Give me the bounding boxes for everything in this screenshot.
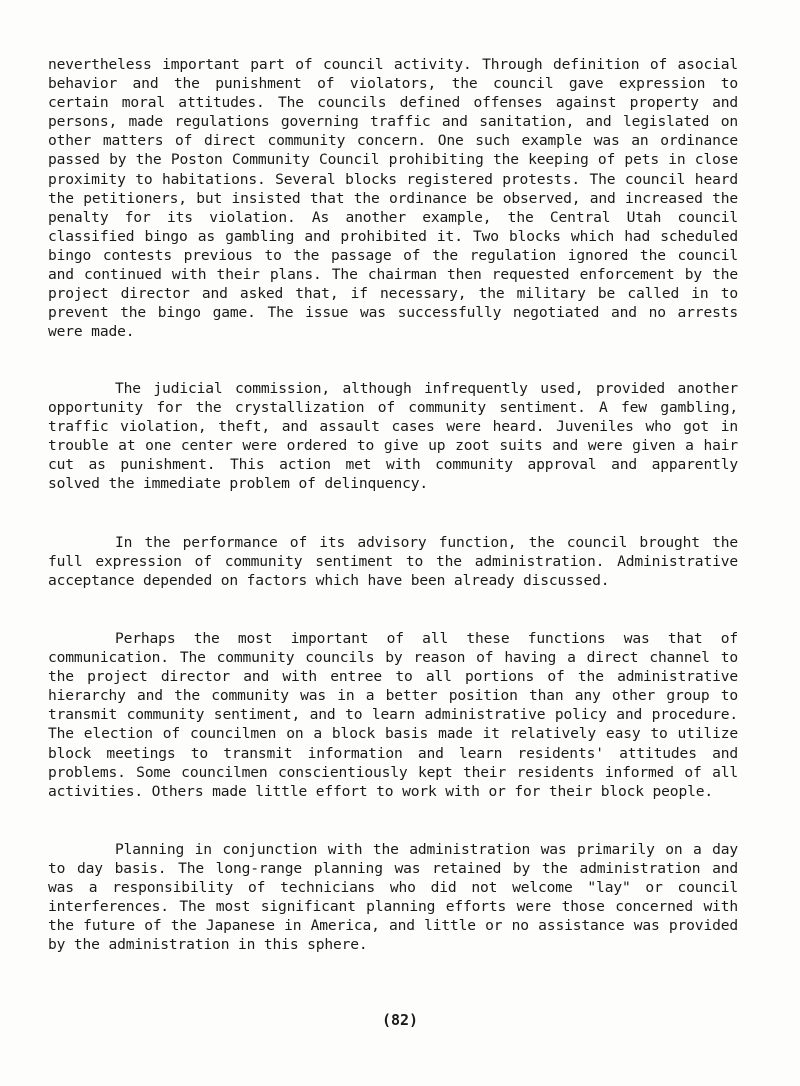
paragraph-text: Perhaps the most important of all these functions was that of communication. The community councils by reason of having a direct channel to the project director and with entree to all portions of the administrative hierarchy and the community was in a better position than any other group to transmit community sentiment, and to learn administrative policy and procedure. The election of councilmen on a block basis made it relatively easy to utilize block meetings to transmit information and learn residents' attitudes and problems. Some councilmen conscientiously kept their residents informed of all activities. Others made little effort to work with or for their block people. <box>48 630 738 800</box>
paragraph-council-activity <box>48 55 738 341</box>
paragraph-text: In the performance of its advisory function, the council brought the full expression of community sentiment to the administration. Administrative acceptance depended on factors which have been already discussed. <box>48 534 738 590</box>
paragraph-communication <box>48 629 738 801</box>
paragraph-planning <box>48 840 738 955</box>
page-number: (82) <box>381 1011 419 1029</box>
paragraph-text: nevertheless important part of council activity. Through definition of asocial behavior and the punishment of violators, the council gave expression to certain moral attitudes. The councils defined offenses against property and persons, made regulations governing traffic and sanitation, and legislated on other matters of direct community concern. One such example was an ordinance passed by the Poston Community Council prohibiting the keeping of pets in close proximity to habitations. Several blocks registered protests. The council heard the petitioners, but insisted that the ordinance be observed, and increased the penalty for its violation. As another example, the Central Utah council classified bingo as gambling and prohibited it. Two blocks which had scheduled bingo contests previous to the passage of the regulation ignored the council and continued with their plans. The chairman then requested enforcement by the project director and asked that, if necessary, the military be called in to prevent the bingo game. The issue was successfully negotiated and no arrests were made. <box>48 56 738 341</box>
paragraph-text: The judicial commission, although infrequently used, provided another opportunity for the crystallization of community sentiment. A few gambling, traffic violation, theft, and assault cases were heard. Juveniles who got in trouble at one center were ordered to give up zoot suits and were given a hair cut as punishment. This action met with community approval and apparently solved the immediate problem of delinquency. <box>48 380 738 493</box>
paragraph-text: Planning in conjunction with the administration was primarily on a day to day basis. The long-range planning was retained by the administration and was a responsibility of technicians who did not welcome "lay" or council interferences. The most significant planning efforts were those concerned with the future of the Japanese in America, and little or no assistance was provided by the administration in this sphere. <box>48 841 738 954</box>
paragraph-judicial-commission <box>48 379 738 494</box>
paragraph-advisory-function <box>48 533 738 590</box>
